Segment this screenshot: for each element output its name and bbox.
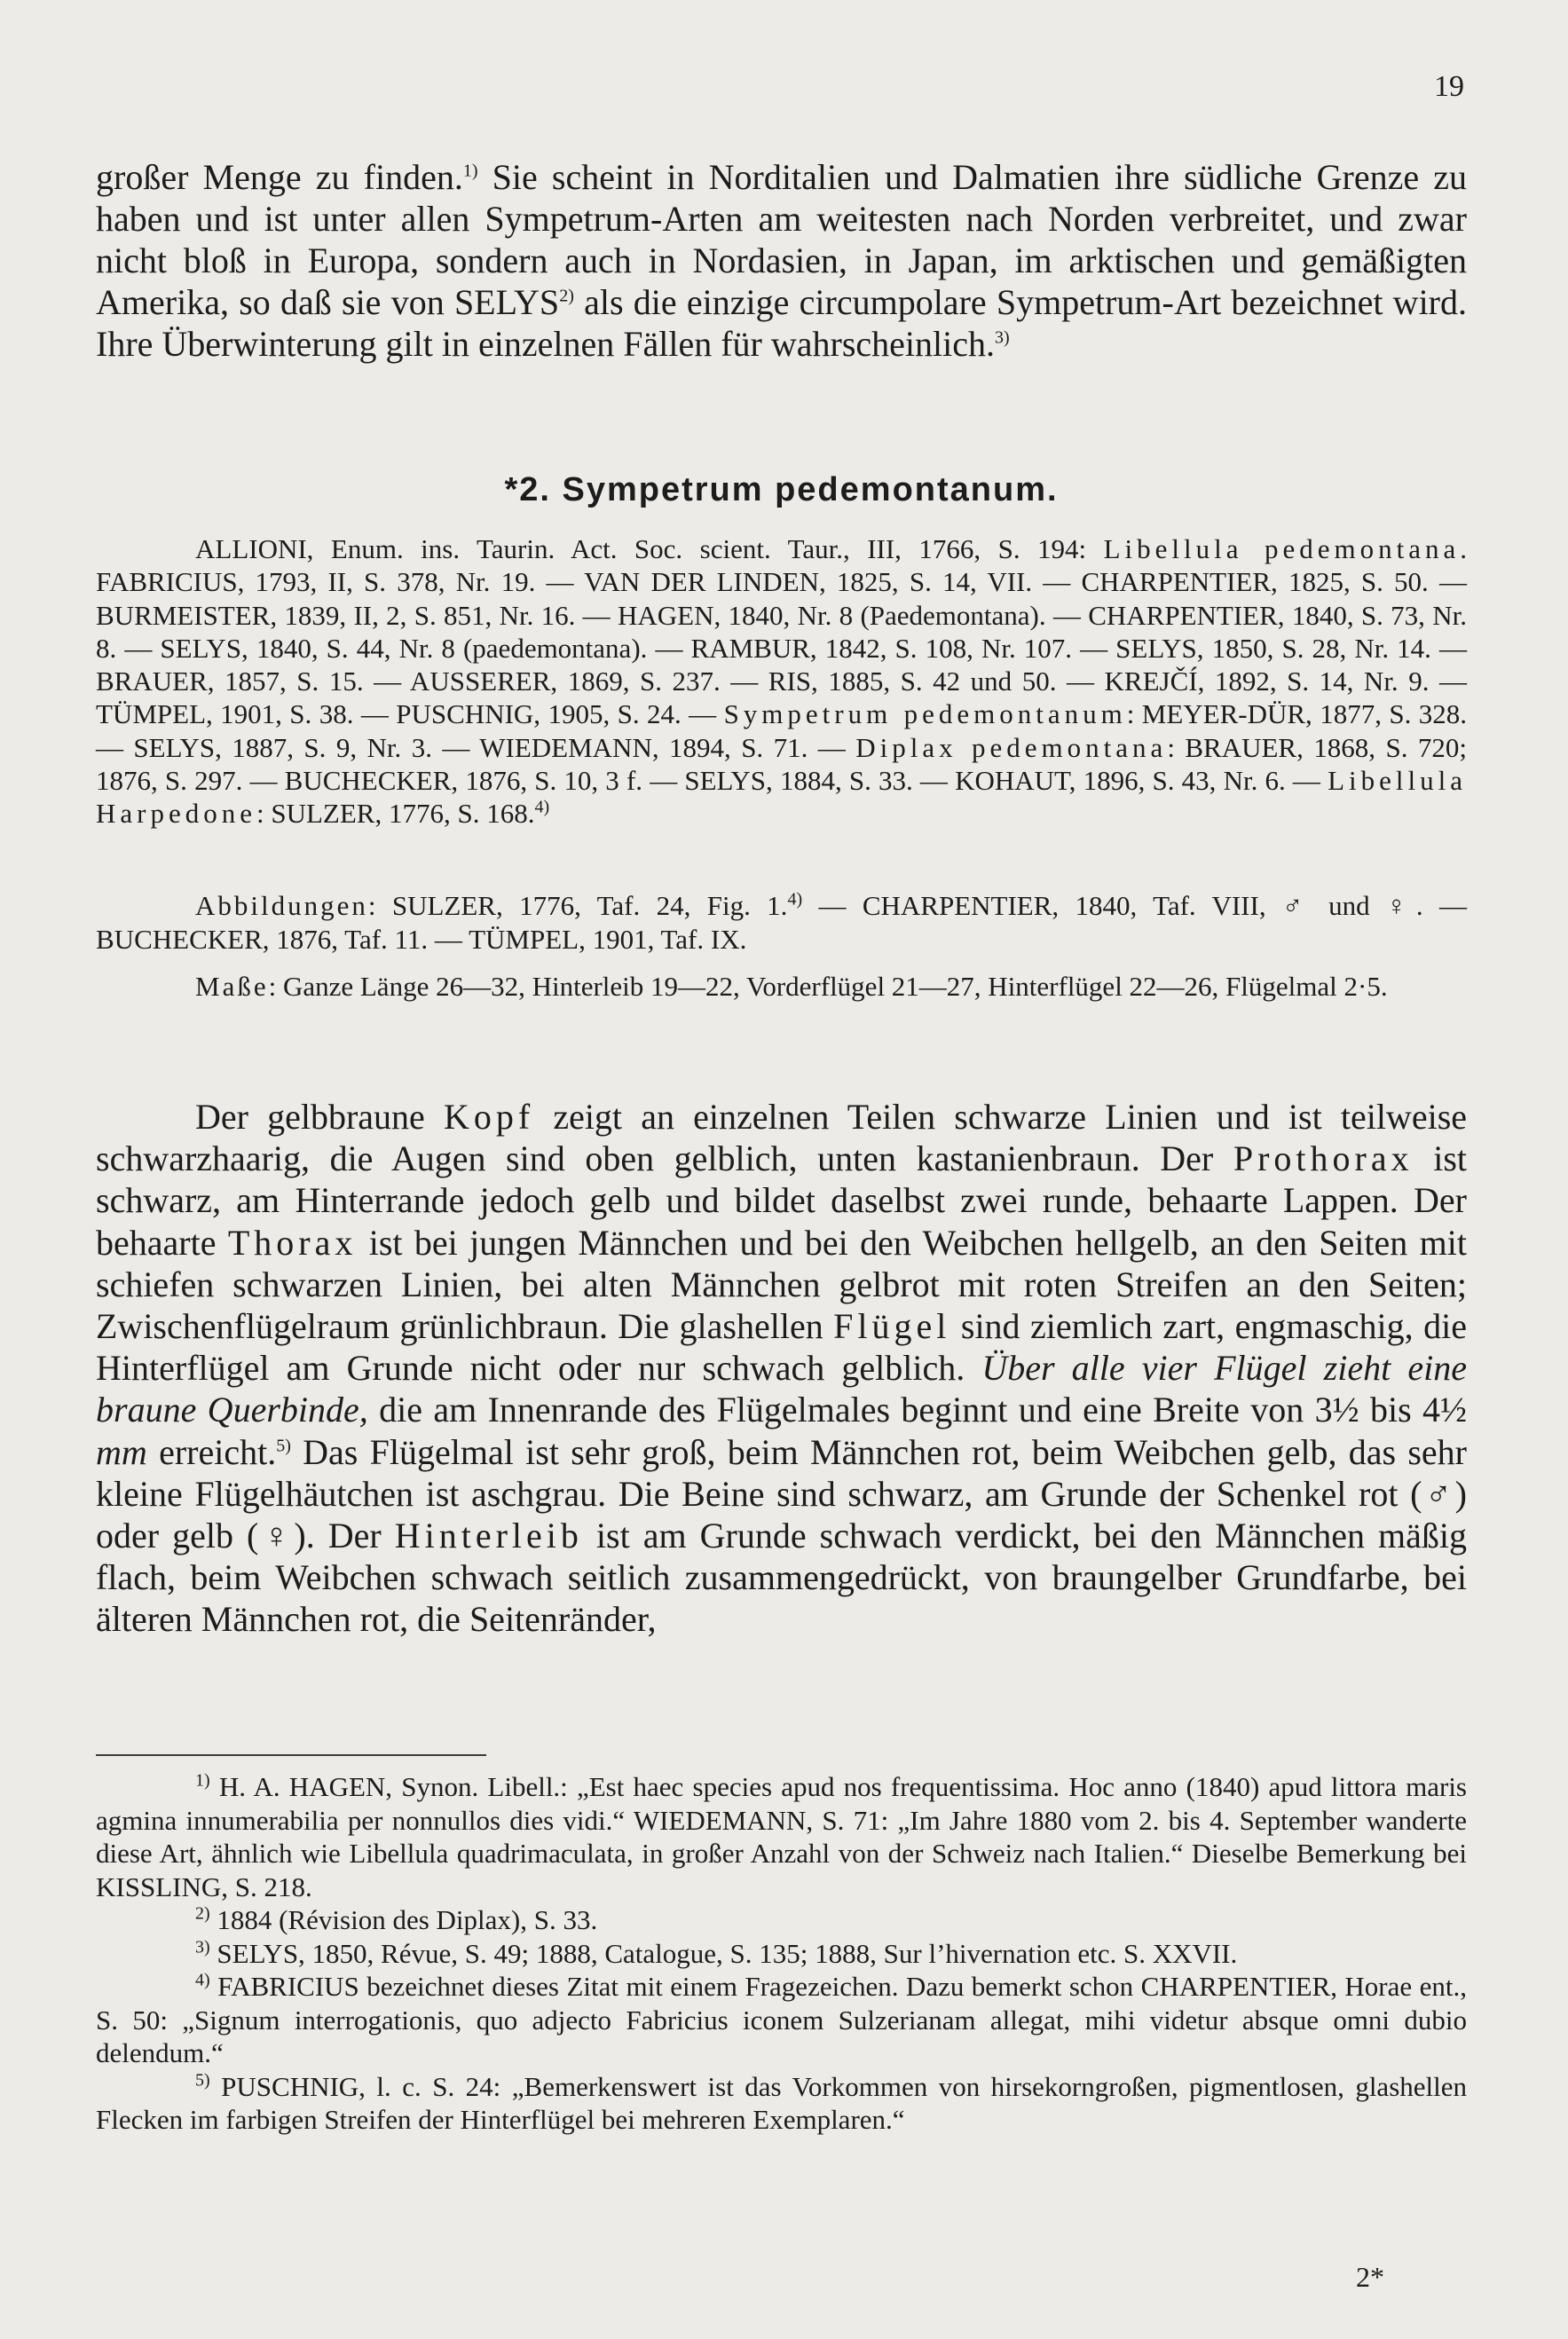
footnote-reference: 4) xyxy=(787,889,803,910)
figures-paragraph xyxy=(96,889,1467,957)
footnote-mark: 5) xyxy=(195,2070,210,2091)
synonymy-part: . FABRICIUS, 1793, II, S. 378, Nr. 19. — VAN DER LINDEN, 1825, S. 14, VII. — CHARPENTIER, 1825, S. 50. — BURMEISTER, 1839, II, 2, S. 851, Nr. 16. — HAGEN, 1840, Nr. 8 (Paedemontana). — CHARPENTIER, 1840, S. 73, Nr. 8. — SELYS, 1840, S. 44, Nr. 8 (paedemontana). — RAMBUR, 1842, S. 108, Nr. 107. — SELYS, 1850, S. 28, Nr. 14. — BRAUER, 1857, S. 15. — AUSSERER, 1869, S. 237. — RIS, 1885, S. 42 und 50. — KREJČÍ, 1892, S. 14, Nr. 9. — TÜMPEL, 1901, S. 38. — PUSCHNIG, 1905, S. 24. — xyxy=(96,533,1468,730)
footnote-text: SELYS, 1850, Révue, S. 49; 1888, Catalogue, S. 135; 1888, Sur l’hivernation etc. S. XXVII. xyxy=(209,1937,1238,1969)
footnote xyxy=(96,1770,1467,1903)
term-prothorax: Prothorax xyxy=(1233,1138,1414,1179)
term-thorax: Thorax xyxy=(227,1222,358,1263)
synonymy-part: : BRAUER, 1868, S. 720; 1876, S. 297. — BUCHECKER, 1876, S. 10, 3 f. — SELYS, 1884, S. 33. — KOHAUT, 1896, S. 43, Nr. 6. — xyxy=(96,731,1467,797)
footnote-reference: 1) xyxy=(462,161,478,181)
figures-part: — CHARPENTIER, 1840, Taf. VIII, ♂ und ♀. — BUCHECKER, 1876, Taf. 11. — TÜMPEL, 1901, Taf. IX. xyxy=(96,890,1468,955)
footnote-reference: 3) xyxy=(995,327,1010,348)
measures-part: : Ganze Länge 26—32, Hinterleib 19—22, Vorderflügel 21—27, Hinterflügel 22—26, Flügelmal 2·5. xyxy=(268,971,1388,1002)
description-part: ist schwarz, am Hinterrande jedoch gelb und bildet daselbst zwei runde, behaarte Lappen. Der behaarte xyxy=(96,1138,1468,1263)
intro-text: als die einzige circumpolare Sympetrum-Art bezeichnet wird. Ihre Überwinterung gilt in einzelnen Fällen für wahrscheinlich. xyxy=(96,282,1468,364)
description-paragraph xyxy=(96,1096,1467,1641)
footnote-text: 1884 (Révision des Diplax), S. 33. xyxy=(209,1904,598,1935)
footnote-mark: 2) xyxy=(195,1903,210,1924)
footnote-divider xyxy=(96,1754,486,1756)
description-part: zeigt an einzelnen Teilen schwarze Linien und ist teilweise schwarzhaarig, die Augen sind oben gelblich, unten kastanienbraun. Der xyxy=(96,1097,1468,1179)
description-part: Der gelbbraune xyxy=(195,1097,444,1137)
taxon-name: Sympetrum pedemontanum xyxy=(723,698,1127,730)
taxon-name: Libellula Harpedone xyxy=(96,765,1467,830)
term-fluegel: Flügel xyxy=(833,1306,951,1347)
footnote-mark: 1) xyxy=(195,1770,210,1791)
footnote xyxy=(96,1903,1467,1937)
footnote-text: H. A. HAGEN, Synon. Libell.: „Est haec species apud nos frequentissima. Hoc anno (1840) apud littora maris agmina innumerabilia per nonnullos dies vidi.“ WIEDEMANN, S. 71: „Im Jahre 1880 vom 2. bis 4. September wanderte diese Art, ähnlich wie Libellula quadrimaculata, in großer Anzahl von der Schweiz nach Italien.“ Dieselbe Bemerkung bei KISSLING, S. 218. xyxy=(96,1771,1467,1902)
measures-label: Maße xyxy=(195,971,269,1002)
taxon-name: Diplax pedemontana xyxy=(855,731,1168,763)
intro-text: großer Menge zu finden. xyxy=(96,157,463,197)
footnote-reference: 2) xyxy=(559,286,574,306)
footnote xyxy=(96,1970,1467,2070)
species-heading: *2. Sympetrum pedemontanum. xyxy=(504,471,1059,508)
description-text xyxy=(96,1096,1467,1641)
synonymy-paragraph xyxy=(96,532,1467,831)
description-part: ist am Grunde schwach verdickt, bei den Männchen mäßig flach, beim Weibchen schwach seitlich zusammengedrückt, von braungelber Grundfarbe, bei älteren Männchen rot, die Seitenränder, xyxy=(96,1516,1467,1640)
intro-paragraph xyxy=(96,156,1467,365)
footnote xyxy=(96,1937,1467,1971)
footnote-text: PUSCHNIG, l. c. S. 24: „Bemerkenswert ist das Vorkommen von hirsekorngroßen, pigmentlosen, glashellen Flecken im farbigen Streifen der Hinterflügel bei mehreren Exemplaren.“ xyxy=(96,2070,1467,2135)
figures-label: Abbildungen xyxy=(195,890,368,921)
footnote-reference: 5) xyxy=(276,1436,291,1456)
term-hinterleib: Hinterleib xyxy=(394,1516,583,1556)
taxon-name: Libellula pedemontana xyxy=(1103,533,1461,564)
sheet-signature: 2* xyxy=(1356,2261,1384,2293)
footnotes xyxy=(96,1770,1467,2137)
measures-text xyxy=(96,970,1467,1004)
unit-mm: mm xyxy=(96,1431,147,1472)
figures-text xyxy=(96,889,1467,957)
synonymy-part: : MEYER-DÜR, 1877, S. 328. — SELYS, 1887, S. 9, Nr. 3. — WIEDEMANN, 1894, S. 71. — xyxy=(96,698,1467,763)
measures-paragraph xyxy=(96,970,1467,1004)
synonymy-part: : SULZER, 1776, S. 168. xyxy=(256,798,535,830)
footnote-reference: 4) xyxy=(534,798,550,818)
page-number: 19 xyxy=(1434,70,1464,103)
footnote xyxy=(96,2070,1467,2137)
description-part: sind ziemlich zart, engmaschig, die Hinterflügel am Grunde nicht oder nur schwach gelblich. xyxy=(96,1306,1467,1389)
footnote-mark: 4) xyxy=(195,1970,210,1990)
description-part: die am Innenrande des Flügelmales beginnt und eine Breite von 3½ bis 4½ xyxy=(367,1390,1467,1430)
description-part: Das Flügelmal ist sehr groß, beim Männchen rot, beim Weibchen gelb, das sehr kleine Flügelhäutchen ist aschgrau. Die Beine sind schwarz, am Grunde der Schenkel rot (♂) oder gelb (♀). Der xyxy=(96,1431,1467,1556)
description-part: ist bei jungen Männchen und bei den Weibchen hellgelb, an den Seiten mit schiefen schwarzen Linien, bei alten Männchen gelbrot mit roten Streifen an den Seiten; Zwischenflügelraum grünlichbraun. Die glashellen xyxy=(96,1222,1468,1347)
synonymy-text xyxy=(96,532,1467,831)
footnote-mark: 3) xyxy=(195,1937,210,1957)
intro-text: Sie scheint in Norditalien und Dalmatien ihre südliche Grenze zu haben und ist unter allen Sympetrum-Arten am weitesten nach Norden verbreitet, und zwar nicht bloß in Europa, sondern auch in Nordasien, in Japan, im arktischen und gemäßigten Amerika, so daß sie von SELYS xyxy=(96,157,1467,322)
figures-part: : SULZER, 1776, Taf. 24, Fig. 1. xyxy=(367,890,788,921)
italic-emphasis: Über alle vier Flügel zieht eine braune Querbinde, xyxy=(96,1348,1467,1430)
description-part: erreicht. xyxy=(146,1431,277,1472)
term-kopf: Kopf xyxy=(443,1097,535,1137)
footnote-text: FABRICIUS bezeichnet dieses Zitat mit einem Fragezeichen. Dazu bemerkt schon CHARPENTIER, Horae ent., S. 50: „Signum interrogationis, quo adjecto Fabricius iconem Sulzerianam allegat, mihi videtur absque omni dubio delendum.“ xyxy=(96,1971,1467,2068)
synonymy-part: ALLIONI, Enum. ins. Taurin. Act. Soc. scient. Taur., III, 1766, S. 194: xyxy=(195,533,1104,564)
